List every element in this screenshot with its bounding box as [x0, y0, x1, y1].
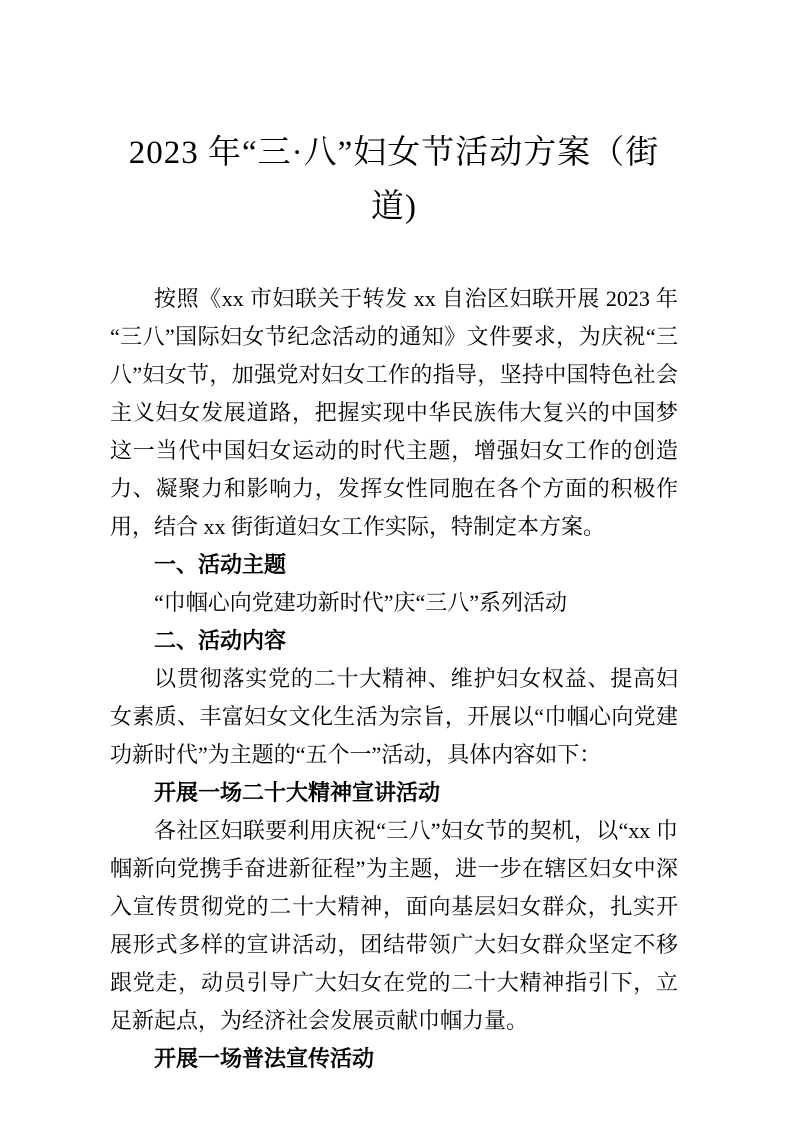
lecture-paragraph: 各社区妇联要利用庆祝“三八”妇女节的契机，以“xx 巾帼新向党携手奋进新征程”为主题，进一步在辖区妇女中深入宣传贯彻党的二十大精神，面向基层妇女群众，扎实开展形式多样的宣讲活动，团结带领广大妇女群众坚定不移跟党走，动员引导广大妇女在党的二十大精神指引下，立足新起点，为经济社会发展贡献巾帼力量。: [110, 818, 678, 1033]
theme-paragraph: “巾帼心向党建功新时代”庆“三八”系列活动: [154, 590, 568, 615]
section-heading-content: 二、活动内容: [154, 628, 287, 653]
document-body: [110, 280, 678, 1078]
section-heading-theme: 一、活动主题: [154, 552, 287, 577]
activity-subheading-lecture: 开展一场二十大精神宣讲活动: [154, 780, 441, 805]
activity-subheading-law: 开展一场普法宣传活动: [154, 1046, 375, 1071]
document-title: 2023 年“三·八”妇女节活动方案（街道): [128, 135, 660, 225]
intro-paragraph: 按照《xx 市妇联关于转发 xx 自治区妇联开展 2023 年“三八”国际妇女节纪念活动的通知》文件要求，为庆祝“三八”妇女节，加强党对妇女工作的指导，坚持中国特色社会主义妇女发展道路，把握实现中华民族伟大复兴的中国梦这一当代中国妇女运动的时代主题，增强妇女工作的创造力、凝聚力和影响力，发挥女性同胞在各个方面的积极作用，结合 xx 街街道妇女工作实际，特制定本方案。: [110, 286, 678, 539]
content-intro-paragraph: 以贯彻落实党的二十大精神、维护妇女权益、提高妇女素质、丰富妇女文化生活为宗旨，开展以“巾帼心向党建功新时代”为主题的“五个一”活动，具体内容如下：: [110, 666, 678, 767]
